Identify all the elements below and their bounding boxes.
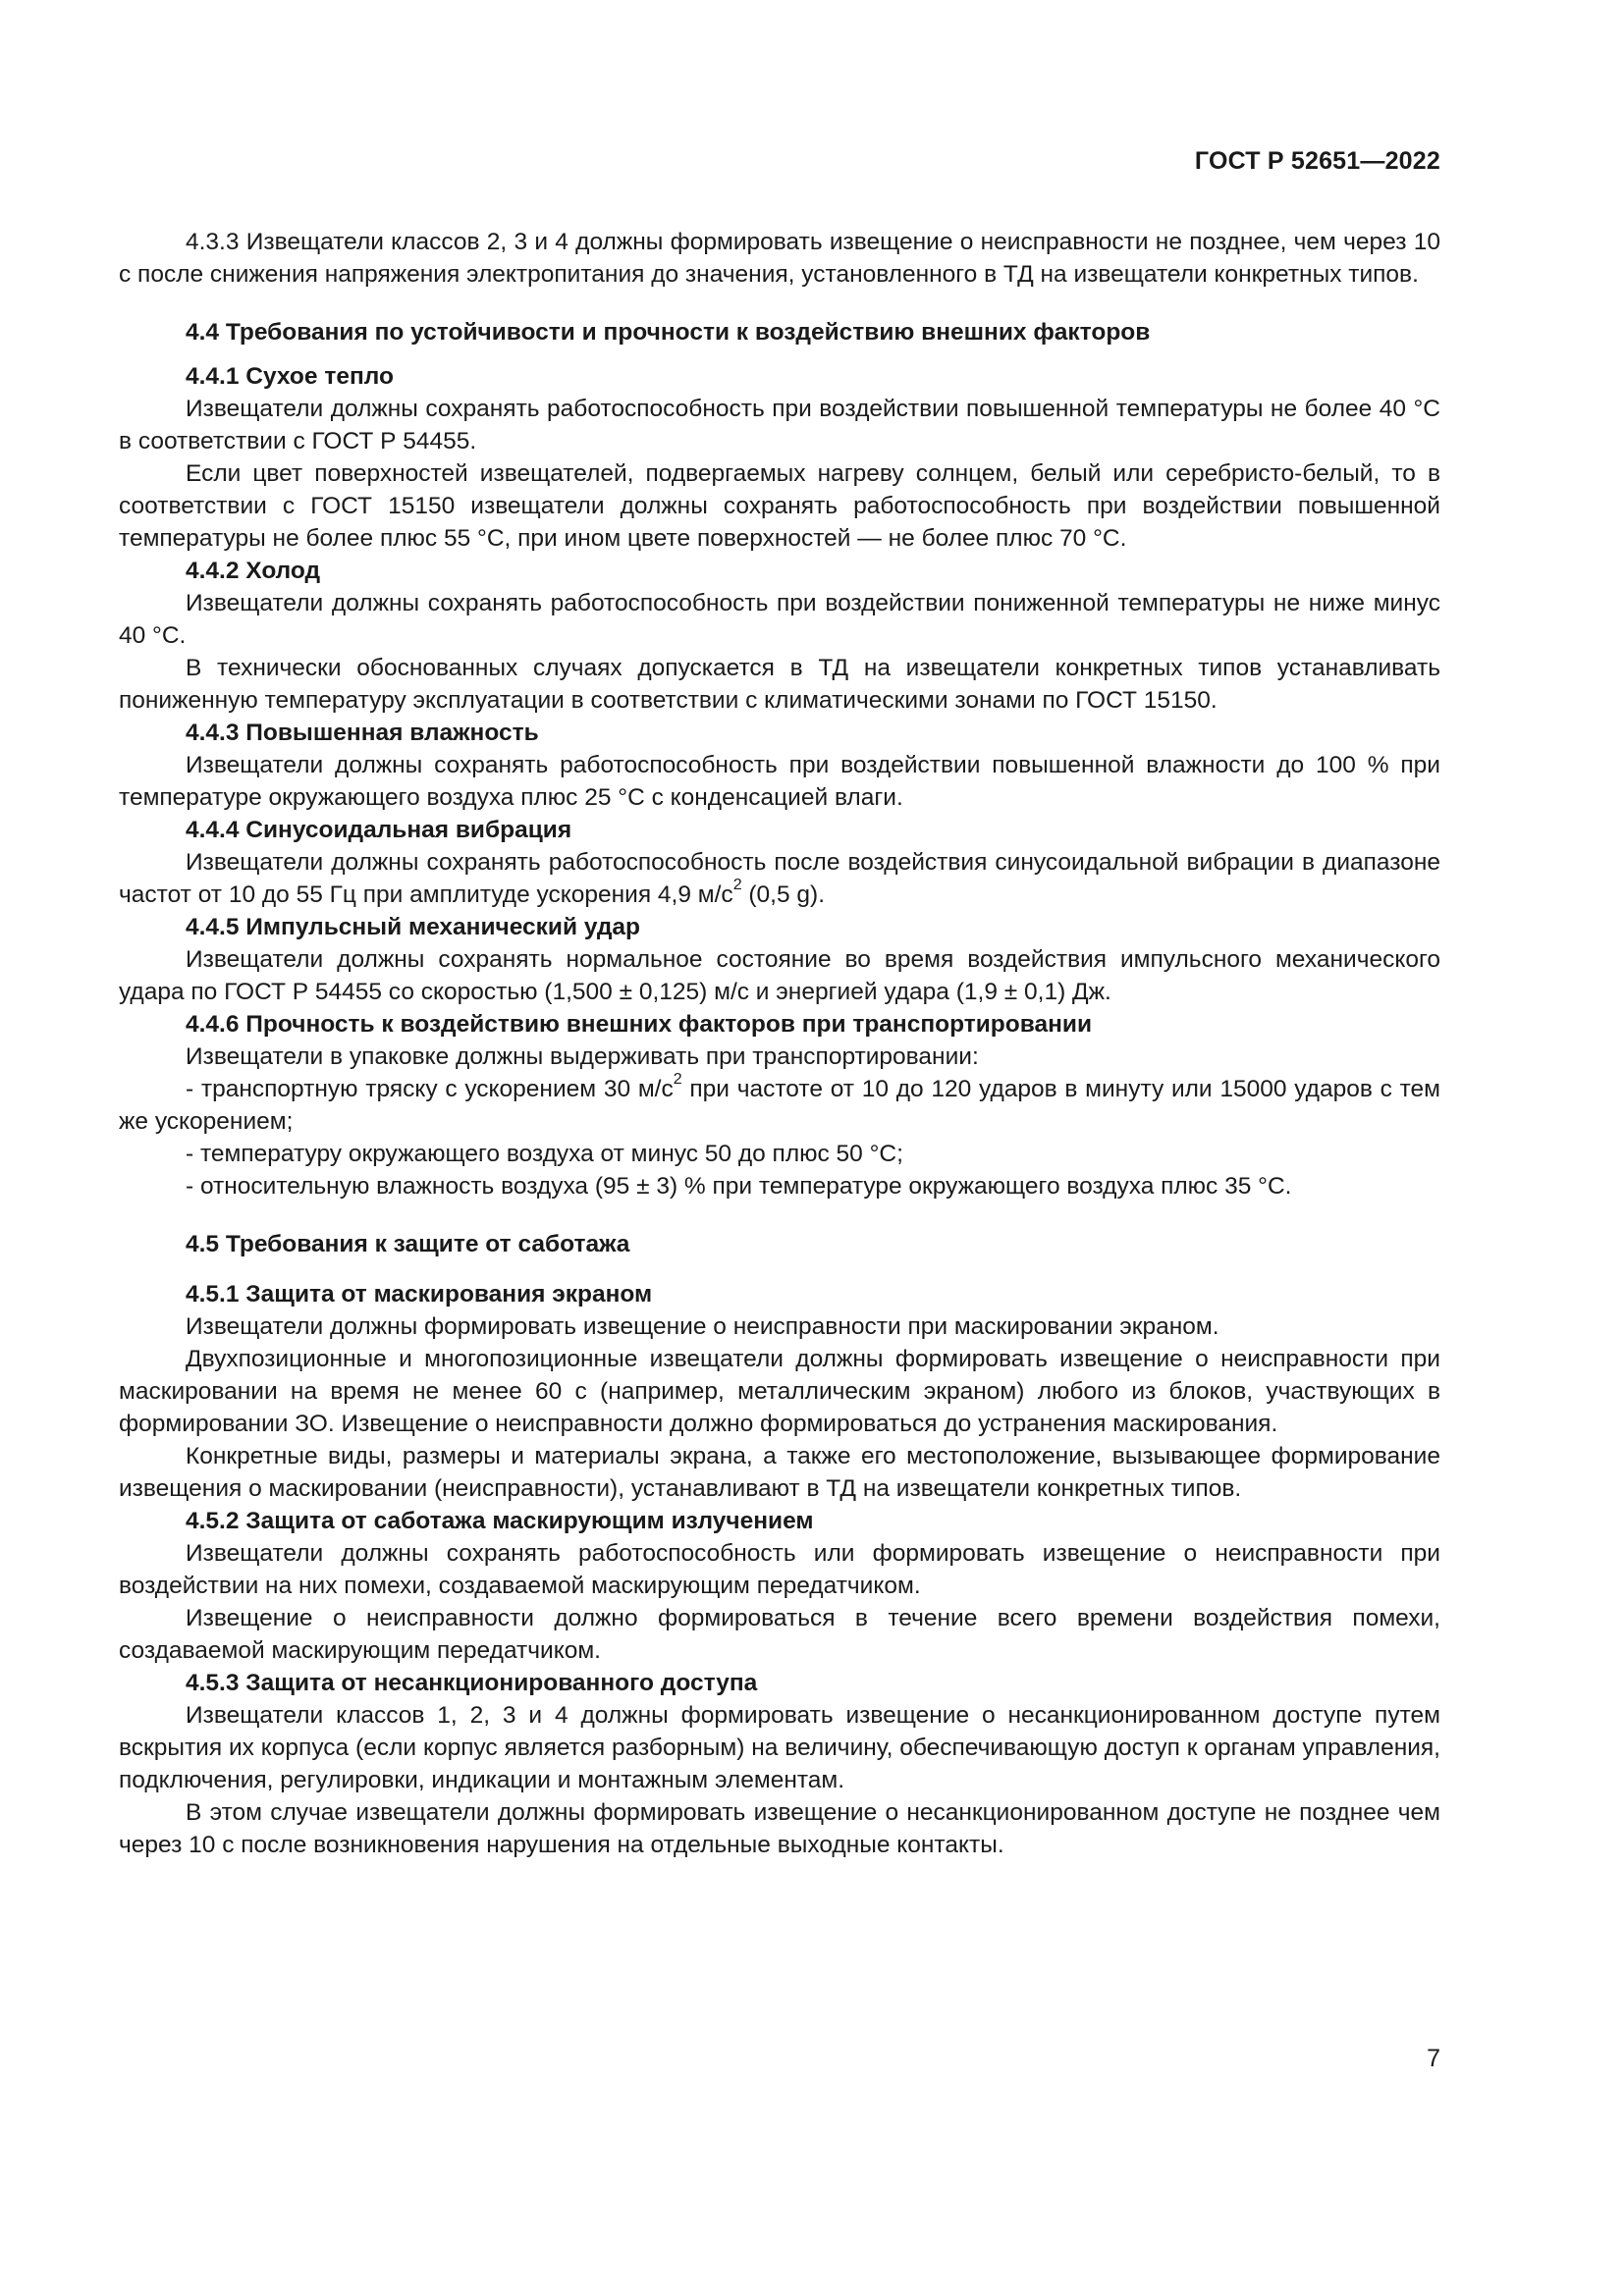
paragraph-4-5-3-b: В этом случае извещатели должны формировать извещение о несанкционированном доступе не позднее чем через 10 с после возникновения нарушения на отдельные выходные контакты. — [119, 1799, 1440, 1858]
paragraph-4-4-1-a: Извещатели должны сохранять работоспособность при воздействии повышенной температуры не более 40 °С в соответствии с ГОСТ Р 54455. — [119, 396, 1440, 454]
paragraph-4-5-2-b: Извещение о неисправности должно формироваться в течение всего времени воздействия помехи, создаваемой маскирующим передатчиком. — [119, 1605, 1440, 1664]
subsection-heading-4-4-4: 4.4.4 Синусоидальная вибрация — [186, 817, 572, 843]
subsection-heading-4-4-6: 4.4.6 Прочность к воздействию внешних факторов при транспортировании — [186, 1011, 1093, 1038]
list-item-humidity: - относительную влажность воздуха (95 ± 3) % при температуре окружающего воздуха плюс 35 °С. — [186, 1173, 1292, 1200]
paragraph-4-5-2-a: Извещатели должны сохранять работоспособность или формировать извещение о неисправности при воздействии на них помехи, создаваемой маскирующим передатчиком. — [119, 1540, 1440, 1599]
paragraph-4-4-1-b: Если цвет поверхностей извещателей, подвергаемых нагреву солнцем, белый или серебристо-белый, то в соответствии с ГОСТ 15150 извещатели должны сохранять работоспособность при воздействии повышенной температуры не более плюс 55 °С, при ином цвете поверхностей — не более плюс 70 °С. — [119, 460, 1440, 552]
page-number: 7 — [1427, 2045, 1440, 2072]
section-heading-4-4: 4.4 Требования по устойчивости и прочности к воздействию внешних факторов — [186, 319, 1151, 346]
paragraph-4-5-3-a: Извещатели классов 1, 2, 3 и 4 должны формировать извещение о несанкционированном доступе путем вскрытия их корпуса (если корпус является разборным) на величину, обеспечивающую доступ к органам управления, подключения, регулировки, индикации и монтажным элементам. — [119, 1702, 1440, 1793]
list-item-shaking — [119, 1070, 1441, 1138]
subsection-heading-4-4-1: 4.4.1 Сухое тепло — [186, 363, 394, 390]
paragraph-4-5-1-c: Конкретные виды, размеры и материалы экрана, а также его местоположение, вызывающее формирование извещения о маскировании (неисправности), устанавливают в ТД на извещатели конкретных типов. — [119, 1443, 1440, 1502]
document-body — [119, 226, 1440, 1861]
subsection-heading-4-4-5: 4.4.5 Импульсный механический удар — [186, 914, 641, 940]
superscript: 2 — [673, 1070, 682, 1088]
paragraph-4-4-3: Извещатели должны сохранять работоспособность при воздействии повышенной влажности до 100 % при температуре окружающего воздуха плюс 25 °С с конденсацией влаги. — [119, 752, 1440, 811]
list-item-shaking-tail: при частоте от 10 до 120 ударов в минуту или 15000 ударов с тем же ускорением; — [119, 1076, 1441, 1135]
subsection-heading-4-5-3: 4.5.3 Защита от несанкционированного доступа — [186, 1670, 758, 1696]
subsection-heading-4-5-2: 4.5.2 Защита от саботажа маскирующим излучением — [186, 1508, 814, 1534]
superscript: 2 — [732, 876, 742, 893]
subsection-heading-4-4-3: 4.4.3 Повышенная влажность — [186, 720, 539, 746]
list-item-shaking-text: - транспортную тряску с ускорением 30 м/с — [186, 1076, 674, 1102]
section-heading-4-5: 4.5 Требования к защите от саботажа — [186, 1231, 630, 1257]
list-item-temperature: - температуру окружающего воздуха от минус 50 до плюс 50 °С; — [186, 1141, 903, 1167]
standard-header: ГОСТ Р 52651—2022 — [1194, 147, 1440, 175]
paragraph-4-4-4-tail: (0,5 g). — [741, 881, 826, 908]
paragraph-4-4-6-intro: Извещатели в упаковке должны выдерживать при транспортировании: — [186, 1043, 979, 1070]
paragraph-4-4-4-text: Извещатели должны сохранять работоспособность после воздействия синусоидальной вибрации в диапазоне частот от 10 до 55 Гц при амплитуде ускорения 4,9 м/с — [119, 849, 1440, 908]
paragraph-4-4-5: Извещатели должны сохранять нормальное состояние во время воздействия импульсного механического удара по ГОСТ Р 54455 со скоростью (1,500 ± 0,125) м/с и энергией удара (1,9 ± 0,1) Дж. — [119, 946, 1440, 1005]
paragraph-4-3-3: 4.3.3 Извещатели классов 2, 3 и 4 должны формировать извещение о неисправности не позднее, чем через 10 с после снижения напряжения электропитания до значения, установленного в ТД на извещатели конкретных типов. — [119, 229, 1440, 288]
subsection-heading-4-4-2: 4.4.2 Холод — [186, 558, 321, 584]
subsection-heading-4-5-1: 4.5.1 Защита от маскирования экраном — [186, 1281, 653, 1308]
paragraph-4-4-4 — [119, 846, 1440, 911]
paragraph-4-4-2-b: В технически обоснованных случаях допускается в ТД на извещатели конкретных типов устанавливать пониженную температуру эксплуатации в соответствии с климатическими зонами по ГОСТ 15150. — [119, 655, 1440, 714]
paragraph-4-4-2-a: Извещатели должны сохранять работоспособность при воздействии пониженной температуры не ниже минус 40 °С. — [119, 590, 1440, 649]
paragraph-4-5-1-b: Двухпозиционные и многопозиционные извещатели должны формировать извещение о неисправности при маскировании на время не менее 60 с (например, металлическим экраном) любого из блоков, участвующих в формировании ЗО. Извещение о неисправности должно формироваться до устранения маскирования. — [119, 1346, 1440, 1437]
paragraph-4-5-1-a: Извещатели должны формировать извещение о неисправности при маскировании экраном. — [186, 1313, 1219, 1340]
